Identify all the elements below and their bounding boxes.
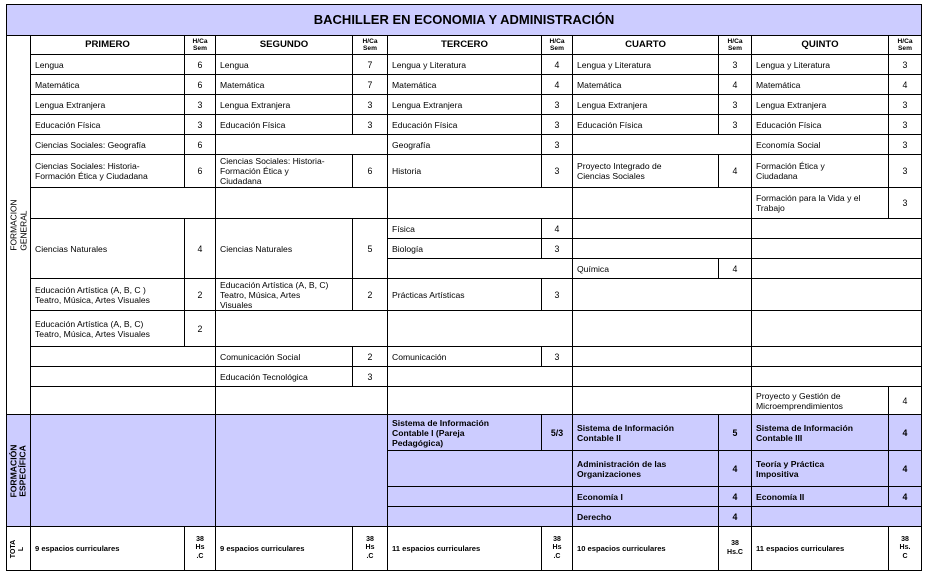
header-hours-primero (184, 35, 216, 55)
tercero-matematica-text: Matemática (392, 79, 437, 90)
total-hours-tercero-text: 38 Hs .C (552, 535, 562, 560)
tercero-practicas-text: Prácticas Artísticas (392, 289, 465, 300)
tercero-biologia-hours-text: 3 (554, 243, 560, 254)
quinto-matematica (751, 74, 889, 95)
cuarto-educacion-fisica-hours-text: 3 (732, 119, 738, 130)
segundo-empty-1 (215, 134, 388, 155)
segundo-cs-historia-hours-text: 6 (367, 166, 373, 176)
quinto-empty-3 (751, 258, 922, 279)
primero-cs-geografia (30, 134, 185, 155)
header-hours-tercero-text: H/Ca Sem (549, 38, 565, 52)
total-cuarto (572, 526, 719, 571)
header-hours-tercero (541, 35, 573, 55)
segundo-ciencias-naturales (215, 218, 353, 279)
total-hours-cuarto (718, 526, 752, 571)
tercero-fisica-hours-text: 4 (554, 223, 560, 234)
segundo-tecnologica-hours (352, 366, 388, 387)
cuarto-lengua-extranjera (572, 94, 719, 115)
tercero-educacion-fisica (387, 114, 542, 135)
quinto-lengua-text: Lengua y Literatura (756, 59, 831, 70)
segundo-lengua-extranjera-hours (352, 94, 388, 115)
quinto-specific-empty (751, 506, 922, 527)
tercero-matematica (387, 74, 542, 95)
header-hours-quinto-text: H/Ca Sem (897, 38, 913, 52)
primero-ciencias-naturales-text: Ciencias Naturales (35, 243, 108, 254)
segundo-lengua-extranjera-text: Lengua Extranjera (220, 99, 291, 110)
tercero-lengua-extranjera (387, 94, 542, 115)
cuarto-lengua-hours (718, 54, 752, 75)
cuarto-sic-hours (718, 414, 752, 451)
quinto-educacion-fisica-hours (888, 114, 922, 135)
primero-artistica-1-hours (184, 278, 216, 311)
tercero-biologia-text: Biología (392, 243, 424, 254)
tercero-empty-2 (387, 258, 573, 279)
quinto-teoria-hours (888, 450, 922, 487)
primero-cs-geografia-hours-text: 6 (197, 139, 203, 150)
primero-artistica-2-hours (184, 310, 216, 347)
header-quinto (751, 35, 889, 55)
cuarto-empty-8 (572, 366, 752, 387)
primero-lengua-extranjera-hours (184, 94, 216, 115)
segundo-ciencias-naturales-text: Ciencias Naturales (220, 243, 293, 254)
cuarto-matematica (572, 74, 719, 95)
primero-cs-historia-hours (184, 154, 216, 188)
total-primero-text: 9 espacios curriculares (35, 543, 120, 553)
cuarto-economia-text: Economía I (577, 491, 623, 502)
primero-cs-historia-hours-text: 6 (197, 166, 203, 176)
total-hours-segundo (352, 526, 388, 571)
segundo-matematica (215, 74, 353, 95)
total-hours-tercero (541, 526, 573, 571)
tercero-lengua-extranjera-hours-text: 3 (554, 99, 560, 110)
page-title (6, 4, 922, 36)
tercero-comunicacion-hours-text: 3 (554, 351, 560, 362)
segundo-ciencias-naturales-hours (352, 218, 388, 279)
header-tercero (387, 35, 542, 55)
tercero-specific-empty-1 (387, 450, 573, 487)
total-hours-cuarto-text: 38 Hs.C (727, 540, 743, 556)
cuarto-empty-9 (572, 386, 752, 415)
tercero-empty-4 (387, 366, 573, 387)
primero-artistica-2 (30, 310, 185, 347)
quinto-matematica-hours (888, 74, 922, 95)
tercero-comunicacion-hours (541, 346, 573, 367)
header-segundo-text: SEGUNDO (259, 39, 309, 50)
quinto-microemprendimientos-hours (888, 386, 922, 415)
header-hours-primero-text: H/Ca Sem (192, 38, 208, 52)
segundo-artistica-hours-text: 2 (367, 289, 373, 300)
primero-artistica-2-text: Educación Artística (A, B, C) Teatro, Música, Artes Visuales (35, 318, 150, 339)
total-hours-segundo-text: 38 Hs .C (365, 535, 375, 560)
cuarto-lengua-extranjera-text: Lengua Extranjera (577, 99, 648, 110)
tercero-lengua-extranjera-hours (541, 94, 573, 115)
quinto-economia (751, 486, 889, 507)
quinto-matematica-text: Matemática (756, 79, 801, 90)
tercero-biologia (387, 238, 542, 259)
cuarto-lengua-text: Lengua y Literatura (577, 59, 652, 70)
tercero-sic-text: Sistema de Información Contable I (Pareja Pedagógica) (392, 417, 489, 448)
cuarto-quimica (572, 258, 719, 279)
primero-educacion-fisica-text: Educación Física (35, 119, 101, 130)
quinto-formacion-etica (751, 154, 889, 188)
tercero-biologia-hours (541, 238, 573, 259)
primero-matematica-hours-text: 6 (197, 79, 203, 90)
cuarto-admin-hours-text: 4 (732, 463, 738, 474)
cuarto-empty-4 (572, 238, 752, 259)
tercero-fisica (387, 218, 542, 239)
segundo-tecnologica-text: Educación Tecnológica (220, 371, 308, 382)
quinto-formacion-vida (751, 187, 889, 219)
segundo-empty-3 (215, 310, 388, 347)
cuarto-empty-5 (572, 278, 752, 311)
tercero-comunicacion (387, 346, 542, 367)
tercero-fisica-text: Física (392, 223, 415, 234)
cuarto-proyecto-text: Proyecto Integrado de Ciencias Sociales (577, 161, 662, 181)
tercero-lengua-text: Lengua y Literatura (392, 59, 467, 70)
quinto-teoria (751, 450, 889, 487)
cuarto-matematica-hours (718, 74, 752, 95)
quinto-economia-hours (888, 486, 922, 507)
tercero-lengua-extranjera-text: Lengua Extranjera (392, 99, 463, 110)
quinto-empty-6 (751, 346, 922, 367)
tercero-lengua-hours-text: 4 (554, 59, 560, 70)
segundo-cs-historia (215, 154, 353, 188)
quinto-lengua-hours (888, 54, 922, 75)
primero-cs-historia (30, 154, 185, 188)
cuarto-quimica-hours (718, 258, 752, 279)
primero-educacion-fisica-hours-text: 3 (197, 119, 203, 130)
primero-matematica-text: Matemática (35, 79, 80, 90)
quinto-lengua-extranjera (751, 94, 889, 115)
quinto-sic (751, 414, 889, 451)
cuarto-sic-hours-text: 5 (732, 427, 738, 438)
quinto-educacion-fisica-text: Educación Física (756, 119, 822, 130)
total-cuarto-text: 10 espacios curriculares (577, 543, 666, 553)
cuarto-empty-7 (572, 346, 752, 367)
tercero-sic-hours (541, 414, 573, 451)
total-hours-quinto (888, 526, 922, 571)
quinto-educacion-fisica-hours-text: 3 (902, 119, 908, 130)
total-hours-primero-text: 38 Hs .C (195, 535, 205, 560)
quinto-microemprendimientos-hours-text: 4 (902, 395, 908, 406)
segundo-comunicacion-hours (352, 346, 388, 367)
primero-cs-geografia-text: Ciencias Sociales: Geografía (35, 139, 146, 150)
segundo-matematica-hours-text: 7 (367, 79, 373, 90)
header-primero-text: PRIMERO (85, 39, 130, 50)
quinto-formacion-vida-hours (888, 187, 922, 219)
quinto-lengua (751, 54, 889, 75)
header-cuarto (572, 35, 719, 55)
quinto-sic-text: Sistema de Información Contable III (756, 422, 853, 443)
tercero-practicas (387, 278, 542, 311)
cuarto-educacion-fisica-text: Educación Física (577, 119, 643, 130)
primero-ciencias-naturales (30, 218, 185, 279)
primero-matematica (30, 74, 185, 95)
quinto-economia-social (751, 134, 889, 155)
primero-empty-1 (30, 187, 216, 219)
total-quinto-text: 11 espacios curriculares (756, 543, 845, 553)
tercero-historia-text: Historia (392, 166, 422, 176)
tercero-sic (387, 414, 542, 451)
tercero-specific-empty-3 (387, 506, 573, 527)
header-hours-segundo-text: H/Ca Sem (362, 38, 378, 52)
tercero-historia-hours (541, 154, 573, 188)
primero-artistica-2-hours-text: 2 (197, 323, 203, 334)
primero-artistica-1 (30, 278, 185, 311)
quinto-matematica-hours-text: 4 (902, 79, 908, 90)
primero-artistica-1-text: Educación Artística (A, B, C ) Teatro, Música, Artes Visuales (35, 284, 150, 305)
quinto-teoria-hours-text: 4 (902, 463, 908, 474)
quinto-formacion-etica-text: Formación Ética y Ciudadana (756, 161, 825, 181)
segundo-artistica-hours (352, 278, 388, 311)
segundo-lengua-hours (352, 54, 388, 75)
quinto-economia-social-text: Economía Social (756, 139, 821, 150)
tercero-empty-5 (387, 386, 573, 415)
section-label-general (6, 35, 31, 415)
quinto-sic-hours-text: 4 (902, 427, 908, 438)
quinto-lengua-extranjera-hours (888, 94, 922, 115)
primero-matematica-hours (184, 74, 216, 95)
primero-cs-historia-text: Ciencias Sociales: Historia- Formación Ética y Ciudadana (35, 161, 148, 181)
tercero-practicas-hours-text: 3 (554, 289, 560, 300)
tercero-geografia-hours (541, 134, 573, 155)
cuarto-economia-hours-text: 4 (732, 491, 738, 502)
total-tercero (387, 526, 542, 571)
quinto-lengua-hours-text: 3 (902, 59, 908, 70)
segundo-comunicacion-text: Comunicación Social (220, 351, 301, 362)
segundo-educacion-fisica-hours-text: 3 (367, 119, 373, 130)
segundo-lengua-extranjera (215, 94, 353, 115)
primero-ciencias-naturales-hours-text: 4 (197, 243, 203, 254)
total-primero (30, 526, 185, 571)
tercero-matematica-hours (541, 74, 573, 95)
quinto-empty-7 (751, 366, 922, 387)
primero-lengua-text: Lengua (35, 59, 64, 70)
cuarto-proyecto-hours-text: 4 (732, 166, 738, 176)
primero-empty-3 (30, 366, 216, 387)
quinto-empty-1 (751, 218, 922, 239)
segundo-specific-empty (215, 414, 388, 527)
segundo-matematica-text: Matemática (220, 79, 265, 90)
cuarto-derecho-hours (718, 506, 752, 527)
tercero-lengua (387, 54, 542, 75)
primero-specific-empty (30, 414, 216, 527)
segundo-lengua-text: Lengua (220, 59, 249, 70)
cuarto-quimica-text: Química (577, 263, 609, 274)
tercero-comunicacion-text: Comunicación (392, 351, 447, 362)
cuarto-lengua-extranjera-hours-text: 3 (732, 99, 738, 110)
segundo-lengua-extranjera-hours-text: 3 (367, 99, 373, 110)
tercero-specific-empty-2 (387, 486, 573, 507)
tercero-historia-hours-text: 3 (554, 166, 560, 176)
cuarto-proyecto-hours (718, 154, 752, 188)
primero-educacion-fisica (30, 114, 185, 135)
tercero-lengua-hours (541, 54, 573, 75)
header-segundo (215, 35, 353, 55)
cuarto-lengua-hours-text: 3 (732, 59, 738, 70)
section-label-specific-text: FORMACIÓN ESPECÍFICA (8, 444, 28, 497)
primero-lengua-extranjera-hours-text: 3 (197, 99, 203, 110)
section-label-total (6, 526, 31, 571)
header-hours-cuarto-text: H/Ca Sem (727, 38, 743, 52)
cuarto-matematica-text: Matemática (577, 79, 622, 90)
quinto-sic-hours (888, 414, 922, 451)
total-quinto (751, 526, 889, 571)
primero-empty-2 (30, 346, 216, 367)
cuarto-economia-hours (718, 486, 752, 507)
segundo-comunicacion-hours-text: 2 (367, 351, 373, 362)
header-hours-segundo (352, 35, 388, 55)
cuarto-empty-1 (572, 134, 752, 155)
cuarto-admin-hours (718, 450, 752, 487)
header-hours-quinto (888, 35, 922, 55)
primero-lengua-extranjera (30, 94, 185, 115)
tercero-matematica-hours-text: 4 (554, 79, 560, 90)
tercero-geografia-text: Geografía (392, 139, 431, 150)
segundo-lengua (215, 54, 353, 75)
tercero-practicas-hours (541, 278, 573, 311)
header-primero (30, 35, 185, 55)
primero-artistica-1-hours-text: 2 (197, 289, 203, 300)
primero-lengua (30, 54, 185, 75)
quinto-microemprendimientos-text: Proyecto y Gestión de Microemprendimientos (756, 390, 843, 411)
segundo-tecnologica (215, 366, 353, 387)
section-label-specific (6, 414, 31, 527)
quinto-empty-2 (751, 238, 922, 259)
quinto-economia-text: Economía II (756, 491, 805, 502)
tercero-empty-1 (387, 187, 573, 219)
quinto-educacion-fisica (751, 114, 889, 135)
quinto-formacion-etica-hours (888, 154, 922, 188)
tercero-fisica-hours (541, 218, 573, 239)
cuarto-matematica-hours-text: 4 (732, 79, 738, 90)
quinto-lengua-extranjera-text: Lengua Extranjera (756, 99, 827, 110)
section-label-total-text: TOTA L (10, 539, 26, 558)
quinto-empty-5 (751, 310, 922, 347)
quinto-empty-4 (751, 278, 922, 311)
cuarto-quimica-hours-text: 4 (732, 263, 738, 274)
cuarto-lengua (572, 54, 719, 75)
cuarto-educacion-fisica-hours (718, 114, 752, 135)
header-quinto-text: QUINTO (801, 39, 839, 50)
primero-educacion-fisica-hours (184, 114, 216, 135)
segundo-artistica-text: Educación Artística (A, B, C) Teatro, Música, Artes Visuales (220, 279, 329, 310)
segundo-ciencias-naturales-hours-text: 5 (367, 243, 373, 254)
segundo-cs-historia-hours (352, 154, 388, 188)
quinto-economia-social-hours-text: 3 (902, 139, 908, 150)
primero-lengua-hours-text: 6 (197, 59, 203, 70)
cuarto-admin (572, 450, 719, 487)
tercero-geografia (387, 134, 542, 155)
segundo-lengua-hours-text: 7 (367, 59, 373, 70)
quinto-formacion-etica-hours-text: 3 (902, 166, 908, 176)
cuarto-educacion-fisica (572, 114, 719, 135)
cuarto-lengua-extranjera-hours (718, 94, 752, 115)
quinto-teoria-text: Teoría y Práctica Impositiva (756, 458, 825, 479)
segundo-artistica (215, 278, 353, 311)
primero-cs-geografia-hours (184, 134, 216, 155)
quinto-formacion-vida-text: Formación para la Vida y el Trabajo (756, 193, 861, 213)
tercero-educacion-fisica-text: Educación Física (392, 119, 458, 130)
quinto-formacion-vida-hours-text: 3 (902, 198, 908, 208)
quinto-lengua-extranjera-hours-text: 3 (902, 99, 908, 110)
page-title-text: BACHILLER EN ECONOMIA Y ADMINISTRACIÓN (313, 12, 615, 27)
cuarto-derecho-text: Derecho (577, 511, 612, 522)
segundo-empty-2 (215, 187, 388, 219)
cuarto-sic-text: Sistema de Información Contable II (577, 422, 674, 443)
segundo-comunicacion (215, 346, 353, 367)
tercero-educacion-fisica-hours-text: 3 (554, 119, 560, 130)
segundo-educacion-fisica-hours (352, 114, 388, 135)
primero-lengua-hours (184, 54, 216, 75)
segundo-matematica-hours (352, 74, 388, 95)
cuarto-sic (572, 414, 719, 451)
tercero-educacion-fisica-hours (541, 114, 573, 135)
segundo-tecnologica-hours-text: 3 (367, 371, 373, 382)
tercero-empty-3 (387, 310, 573, 347)
tercero-geografia-hours-text: 3 (554, 139, 560, 150)
section-label-general-text: FORMACION GENERAL (8, 199, 29, 251)
cuarto-proyecto (572, 154, 719, 188)
tercero-historia (387, 154, 542, 188)
primero-empty-4 (30, 386, 216, 415)
header-hours-cuarto (718, 35, 752, 55)
quinto-microemprendimientos (751, 386, 889, 415)
segundo-cs-historia-text: Ciencias Sociales: Historia- Formación Ética y Ciudadana (220, 156, 325, 186)
primero-lengua-extranjera-text: Lengua Extranjera (35, 99, 106, 110)
total-tercero-text: 11 espacios curriculares (392, 543, 481, 553)
segundo-educacion-fisica (215, 114, 353, 135)
cuarto-economia (572, 486, 719, 507)
total-segundo-text: 9 espacios curriculares (220, 543, 305, 553)
quinto-economia-social-hours (888, 134, 922, 155)
segundo-empty-4 (215, 386, 388, 415)
total-hours-primero (184, 526, 216, 571)
total-segundo (215, 526, 353, 571)
segundo-educacion-fisica-text: Educación Física (220, 119, 286, 130)
cuarto-admin-text: Administración de las Organizaciones (577, 458, 667, 479)
cuarto-derecho-hours-text: 4 (732, 511, 738, 522)
header-tercero-text: TERCERO (441, 39, 488, 50)
quinto-economia-hours-text: 4 (902, 491, 908, 502)
cuarto-empty-2 (572, 187, 752, 219)
cuarto-empty-6 (572, 310, 752, 347)
cuarto-derecho (572, 506, 719, 527)
header-cuarto-text: CUARTO (625, 39, 666, 50)
cuarto-empty-3 (572, 218, 752, 239)
total-hours-quinto-text: 38 Hs. C (899, 535, 911, 560)
tercero-sic-hours-text: 5/3 (550, 427, 564, 438)
primero-ciencias-naturales-hours (184, 218, 216, 279)
